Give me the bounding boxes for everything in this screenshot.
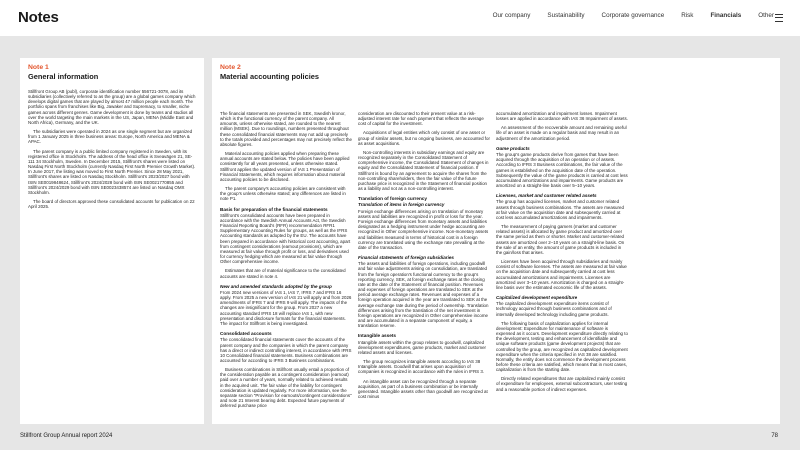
paragraph: The group's game products derive from games that have been acquired through the acquisition of an operation or of assets. According to IFRS 3 Business combinations, the fair value of the games is established on the acquisition date of the operation. Subsequently the value of the game products is carried at cost less accumulated amortizations and impairments. Game products are amortized on a straight-line basis over 5–10 years. bbox=[496, 152, 628, 189]
note-2-column-2 bbox=[358, 111, 490, 403]
note-2-column-3 bbox=[496, 111, 628, 396]
note-1-body bbox=[28, 89, 196, 209]
paragraph: An intangible asset can be recognized through a separate acquisition, as part of a business combination or be internally generated. Intangible assets other than goodwill are recognized at cost minus bbox=[358, 378, 488, 400]
paragraph: Acquisitions of legal entities which only consist of one asset or group of similar assets, but no ongoing business, are accounted for as asset acquisitions. bbox=[358, 130, 490, 146]
paragraph: Directly related expenditures that are capitalized mainly consist of expenditure for employees, external subcontractors, user testing and a reasonable portion of indirect expenses. bbox=[496, 376, 628, 392]
paragraph: Non-controlling interests in subsidiary earnings and equity are recognized separately in the Consolidated Statement of comprehensive income, the Consolidated Statement of changes in equity and the Consolidated Statement of financial position. If Stillfront is bound by an agreement to acquire the shares from the non-controlling shareholders, then the fair value of the future purchase price is recognized in the Statement of financial position as a liability and not as a non-controlling interest. bbox=[358, 149, 489, 192]
paragraph: accumulated amortization and impairment losses. Impairment losses are applied in accordance with IAS 36 Impairment of assets. bbox=[496, 111, 628, 122]
paragraph: Estimates that are of material significance to the consolidated accounts are stated in note 4. bbox=[220, 268, 346, 279]
subsection-heading: Game products bbox=[496, 145, 530, 151]
paragraph: An assessment of the recoverable amount and remaining useful life of an asset is made on a regular basis and may result in an adjustment of the amortization period. bbox=[496, 125, 627, 141]
paragraph: Foreign exchange differences arising on translation of monetary assets and liabilities are recognized in profit or loss for the year. Foreign exchange differences from monetary assets and liabilities designated as a hedging instrument under hedge accounting are recognized in Other comprehensive income. Non-monetary assets and liabilities measured in terms of historical cost in a foreign currency are translated using the exchange rate prevailing at the date of the transaction. bbox=[358, 208, 489, 250]
section-heading: Basis for preparation of the financial statements bbox=[220, 206, 328, 212]
subsection-heading: Financial statements of foreign subsidiaries bbox=[358, 255, 454, 261]
nav-other[interactable]: Other bbox=[758, 12, 774, 19]
nav-risk[interactable]: Risk bbox=[681, 12, 694, 19]
paragraph: The consolidated financial statements cover the accounts of the parent company and the companies in which the parent company has a direct or indirect controlling interest, in accordance with IFRS 10 Consolidated financial statements. Business combinations are accounted for according to IFRS 3 Business combinations. bbox=[220, 337, 352, 363]
note-1-card bbox=[20, 58, 204, 424]
footer-report-title: Stillfront Group Annual report 2024 bbox=[20, 433, 113, 439]
subsection-heading: Translation of items in foreign currency bbox=[358, 202, 445, 208]
paragraph: Material accounting policies applied when preparing these annual accounts are stated below. The policies have been applied consistently for all years presented, unless otherwise stated. Stillfront applies the updated version of IAS 1 Presentation of Financial Statements, which requires information about material accounting policies to be disclosed. bbox=[220, 151, 350, 182]
note-2-number: Note 2 bbox=[220, 64, 241, 71]
paragraph: Business combinations in Stillfront usually entail a proportion of the consideration payable as a contingent consideration (earnout) paid over a number of years, normally related to achieved results in the acquired unit. The fair value of the liability for contingent consideration is updated regularly. For more information, see the separate section "Provision for earnouts/contingent considerations" and note 21 Interest bearing debt. Expected future payments of deferred purchase price bbox=[220, 367, 352, 409]
paragraph: The parent company is a public limited company registered in Sweden, with its registered office in Stockholm. The address of the head office is Sveavägen 21, SE-111 34 Stockholm, Sweden. In December 2015, Stillfront's shares were listed on Nasdaq First North Stockholm (currently Nasdaq First North Premier Growth Market). In June 2017, the listing was moved to First North Premier. Since 28 May 2021, Stillfront's shares are listed on Nasdaq Stockholm. Stillfront's 2023/2027 bond with ISIN SE0019848624, Stillfront's 2024/2028 bond with ISIN SE0021770855 and Stillfront's 2024/2029 bond with ISIN SE0023438574 are listed on Nasdaq OMX Stockholm. bbox=[28, 148, 196, 195]
page-title: Notes bbox=[18, 9, 59, 26]
paragraph: Intangible assets within the group relates to goodwill, capitalized development expenditures, game products, market and customer related assets and licenses. bbox=[358, 339, 487, 355]
note-2-card bbox=[212, 58, 780, 424]
section-heading: Consolidated accounts bbox=[220, 331, 272, 337]
paragraph: consideration are discounted to their present value at a risk-adjusted interest rate for each payment that reflects the average cost of capital for the investment. bbox=[358, 111, 484, 127]
note-2-column-1 bbox=[220, 111, 352, 412]
subsection-heading: New and amended standards adopted by the group bbox=[220, 283, 332, 289]
nav-our-company[interactable]: Our company bbox=[492, 12, 531, 19]
paragraph: The parent company's accounting policies are consistent with the group's unless otherwise stated; any differences are listed in note P1. bbox=[220, 186, 346, 202]
page-number: 78 bbox=[771, 433, 778, 439]
paragraph: The subsidiaries were operated in 2024 as one single segment but are organized from 1 January 2025 in three business areas: Europe, North America and MENA & APAC. bbox=[28, 129, 193, 145]
nav-sustainability[interactable]: Sustainability bbox=[547, 12, 585, 19]
section-heading: Intangible assets bbox=[358, 333, 397, 339]
note-2-title: Material accounting policies bbox=[220, 72, 319, 81]
paragraph: The group has acquired licenses, market and customer related assets through business combinations. The assets are measured at fair value on the acquisition date and subsequently carried at cost less accumulated amortizations and impairments. bbox=[496, 199, 624, 220]
paragraph: The assets and liabilities of foreign operations, including goodwill and fair value adjustments arising on consolidation, are translated from the foreign operation's functional currency to the group's reporting currency, SEK, at foreign exchange rates at the closing rate at the date of the Statement of financial position. Revenues and expenses of foreign operations are translated to SEK at the period average exchange rates. Revenues and expenses of a foreign operation acquired in the year are translated to SEK at the average exchange rate during the period of ownership. Translation differences arising from the translation of the net investment in foreign operations are recognized in Other comprehensive income and are accumulated in a separate component of equity, a translation reserve. bbox=[358, 261, 489, 329]
paragraph: The group recognizes intangible assets according to IAS 38 Intangible assets. Goodwill that arises upon acquisition of companies is recognized in accordance with the rules in IFRS 3. bbox=[358, 359, 485, 375]
paragraph: The financial statements are presented in SEK, Swedish kronor, which is the functional currency of the parent company. All amounts, unless otherwise stated, are rounded to the nearest million (MSEK). Due to roundings, numbers presented throughout these consolidated financial statements may not add up precisely to the totals provided and percentages may not precisely reflect the absolute figures. bbox=[220, 111, 352, 147]
paragraph: The capitalized development expenditure items consist of technology acquired through business combinations and of internally developed technology including game products. bbox=[496, 301, 612, 317]
note-1-number: Note 1 bbox=[28, 64, 49, 71]
paragraph: The following basis of capitalization applies for internal development: Expenditure for maintenance of software is expensed as it occurs. Development expenditure directly relating to the development, testing and enhancement of identifiable and unique software products (game development projects) that are controlled by the group, are recognized as capitalized development expenditure when the criteria specified in IAS 38 are satisfied. Normally, the entity does not commence the development process before these criteria are satisfied, which means that in most cases, capitalization is from the starting date. bbox=[496, 320, 628, 373]
main-nav bbox=[476, 12, 774, 19]
paragraph: From 2024 new versions of IAS 1, IAS 7, IFRS 7 and IFRS 16 apply. From 2025 a new version of IAS 21 will apply and from 2026 amendments of IFRS 7 and IFRS 9 will apply. The impacts of the changes are insignificant for the group. From 2027 a new accounting standard IFRS 18 will replace IAS 1, with new presentation and disclosure formats for the financial statements. The impact for Stillfront is being investigated. bbox=[220, 289, 352, 326]
paragraph: Stillfront's consolidated accounts have been prepared in accordance with the Swedish Annual Accounts Act, the Swedish Financial Reporting Board's (RFR) recommendation RFR1 Supplementary Accounting Rules for groups, as well as the IFRS Accounting standards as adopted by the EU. The accounts have been prepared in accordance with historical cost accounting, apart from contingent considerations (earnout provisions), which are measured at fair value through profit or loss, and derivatives used for currency hedging which are measured at fair value through Other comprehensive income. bbox=[220, 212, 351, 265]
nav-financials[interactable]: Financials bbox=[710, 12, 742, 19]
subsection-heading: Capitalized development expenditure bbox=[496, 294, 578, 300]
paragraph: Stillfront Group AB (publ), corporate identification number 556721-3078, and its subsidiaries (collectively referred to as the group) are a global games company which develops digital games that are played by almost 47 million people each month. The portfolio spans from franchises like Big, Jawaker and Supremacy, to smaller, niche games across different genres. Game development is done by teams and studios all over the world targeting the main markets in the US, Japan, MENA (Middle East and North Africa), Germany, and the UK. bbox=[28, 89, 196, 125]
menu-icon[interactable] bbox=[775, 14, 783, 22]
top-bar bbox=[0, 0, 800, 36]
subsection-heading: Licenses, market and customer related assets bbox=[496, 193, 597, 199]
paragraph: Licenses have been acquired through subsidiaries and mainly consist of software licenses. The assets are measured at fair value on the acquisition date and subsequently carried at cost less accumulated amortizations and impairments. Licenses are amortized over 3–10 years. Amortization is charged on a straight-line basis over the estimated economic life of the assets. bbox=[496, 259, 627, 290]
paragraph: The board of directors approved these consolidated accounts for publication on 22 April 2025. bbox=[28, 198, 195, 210]
nav-corporate-governance[interactable]: Corporate governance bbox=[601, 12, 665, 19]
paragraph: The measurement of paying gamers (market and customer related assets) is allocated by game product and amortized over the same period as them or shorter. Market and customer-related assets are amortized over 2–10 years on a straight-line basis. On the sale of an entity, the amount of game products is included in the gain/loss that arises. bbox=[496, 224, 625, 255]
section-heading: Translation of foreign currency bbox=[358, 196, 428, 202]
note-1-title: General information bbox=[28, 72, 99, 81]
